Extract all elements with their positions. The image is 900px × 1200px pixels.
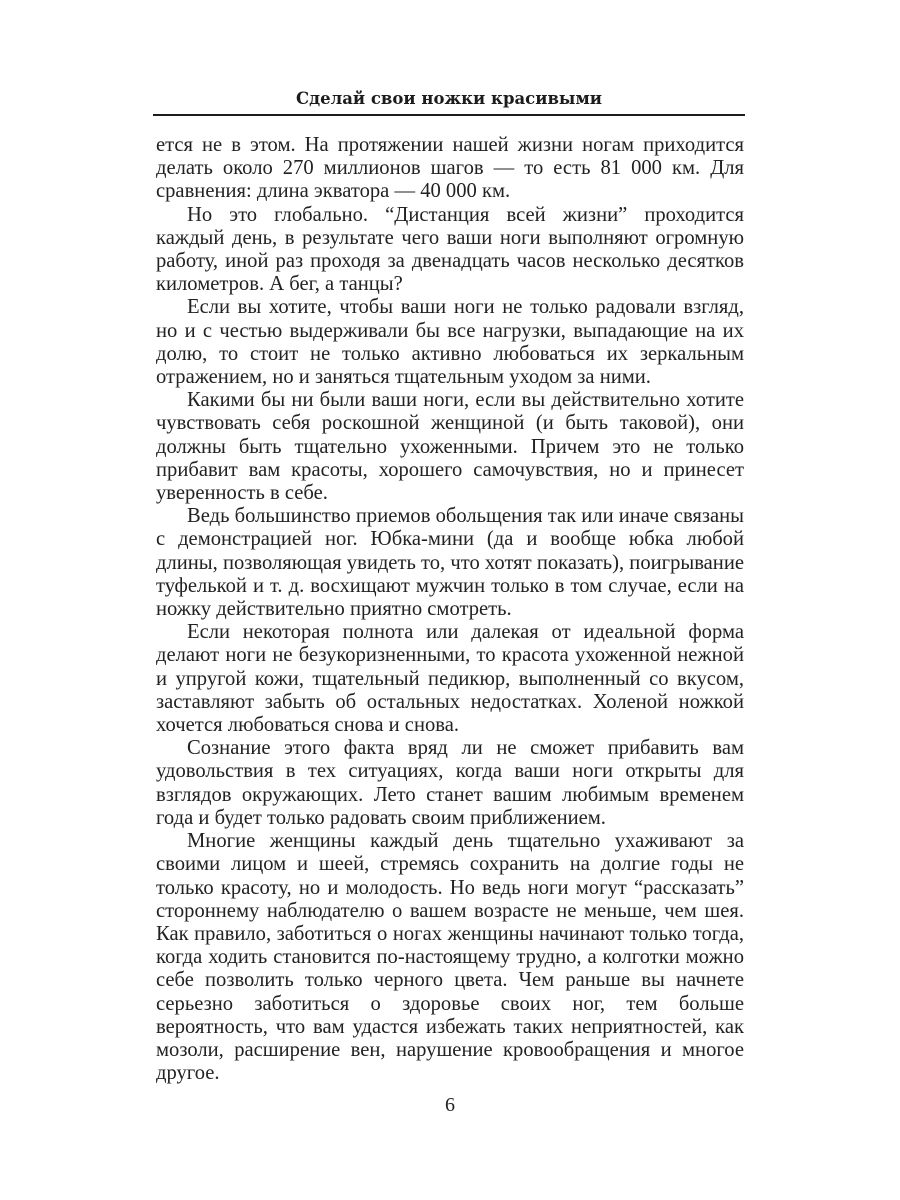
body-text xyxy=(156,134,744,1085)
paragraph: Ведь большинство приемов обольщения так или иначе связаны с демонстрацией ног. Юбка-мини (да и вообще юбка любой длины, позволяющая увидеть то, что хотят показать), поигрывание туфелькой и т. д. восхищают мужчин только в том случае, если на ножку действительно приятно смотреть. xyxy=(156,505,744,621)
paragraph: ется не в этом. На протяжении нашей жизни ногам приходится делать около 270 миллионов шагов — то есть 81 000 км. Для сравнения: длина экватора — 40 000 км. xyxy=(156,134,744,203)
paragraph: Но это глобально. “Дистанция всей жизни” проходится каждый день, в результате чего ваши ноги выполняют огромную работу, иной раз проходя за двенадцать часов несколько десятков километров. А бег, а танцы? xyxy=(156,203,744,296)
running-head-title: Сделай свои ножки красивыми xyxy=(295,89,603,108)
paragraph: Сознание этого факта вряд ли не сможет прибавить вам удовольствия в тех ситуациях, когда ваши ноги открыты для взглядов окружающих. Лето станет вашим любимым временем года и будет только радовать своим приближением. xyxy=(156,737,744,829)
paragraph: Если вы хотите, чтобы ваши ноги не только радовали взгляд, но и с честью выдерживали бы все нагрузки, выпадающие на их долю, то стоит не только активно любоваться их зеркальным отражением, но и заняться тщательным уходом за ними. xyxy=(156,296,744,389)
paragraph: Многие женщины каждый день тщательно ухаживают за своими лицом и шеей, стремясь сохранить на долгие годы не только красоту, но и молодость. Но ведь ноги могут “рассказать” стороннему наблюдателю о вашем возрасте не меньше, чем шея. Как правило, заботиться о ногах женщины начинают только тогда, когда ходить становится по-настоящему трудно, а колготки можно себе позволить только черного цвета. Чем раньше вы начнете серьезно заботиться о здоровье своих ног, тем больше вероятность, что вам удастся избежать таких неприятностей, как мозоли, расширение вен, нарушение кровообращения и многое другое. xyxy=(156,830,744,1085)
paragraph: Если некоторая полнота или далекая от идеальной форма делают ноги не безукоризненными, то красота ухоженной нежной и упругой кожи, тщательный педикюр, выполненный со вкусом, заставляют забыть об остальных недостатках. Холеной ножкой хочется любоваться снова и снова. xyxy=(156,621,744,737)
header-rule xyxy=(153,114,745,116)
paragraph: Какими бы ни были ваши ноги, если вы действительно хотите чувствовать себя роскошной женщиной (и быть таковой), они должны быть тщательно ухоженными. Причем это не только прибавит вам красоты, хорошего самочувствия, но и принесет уверенность в себе. xyxy=(156,389,744,505)
page-number: 6 xyxy=(445,1094,455,1116)
